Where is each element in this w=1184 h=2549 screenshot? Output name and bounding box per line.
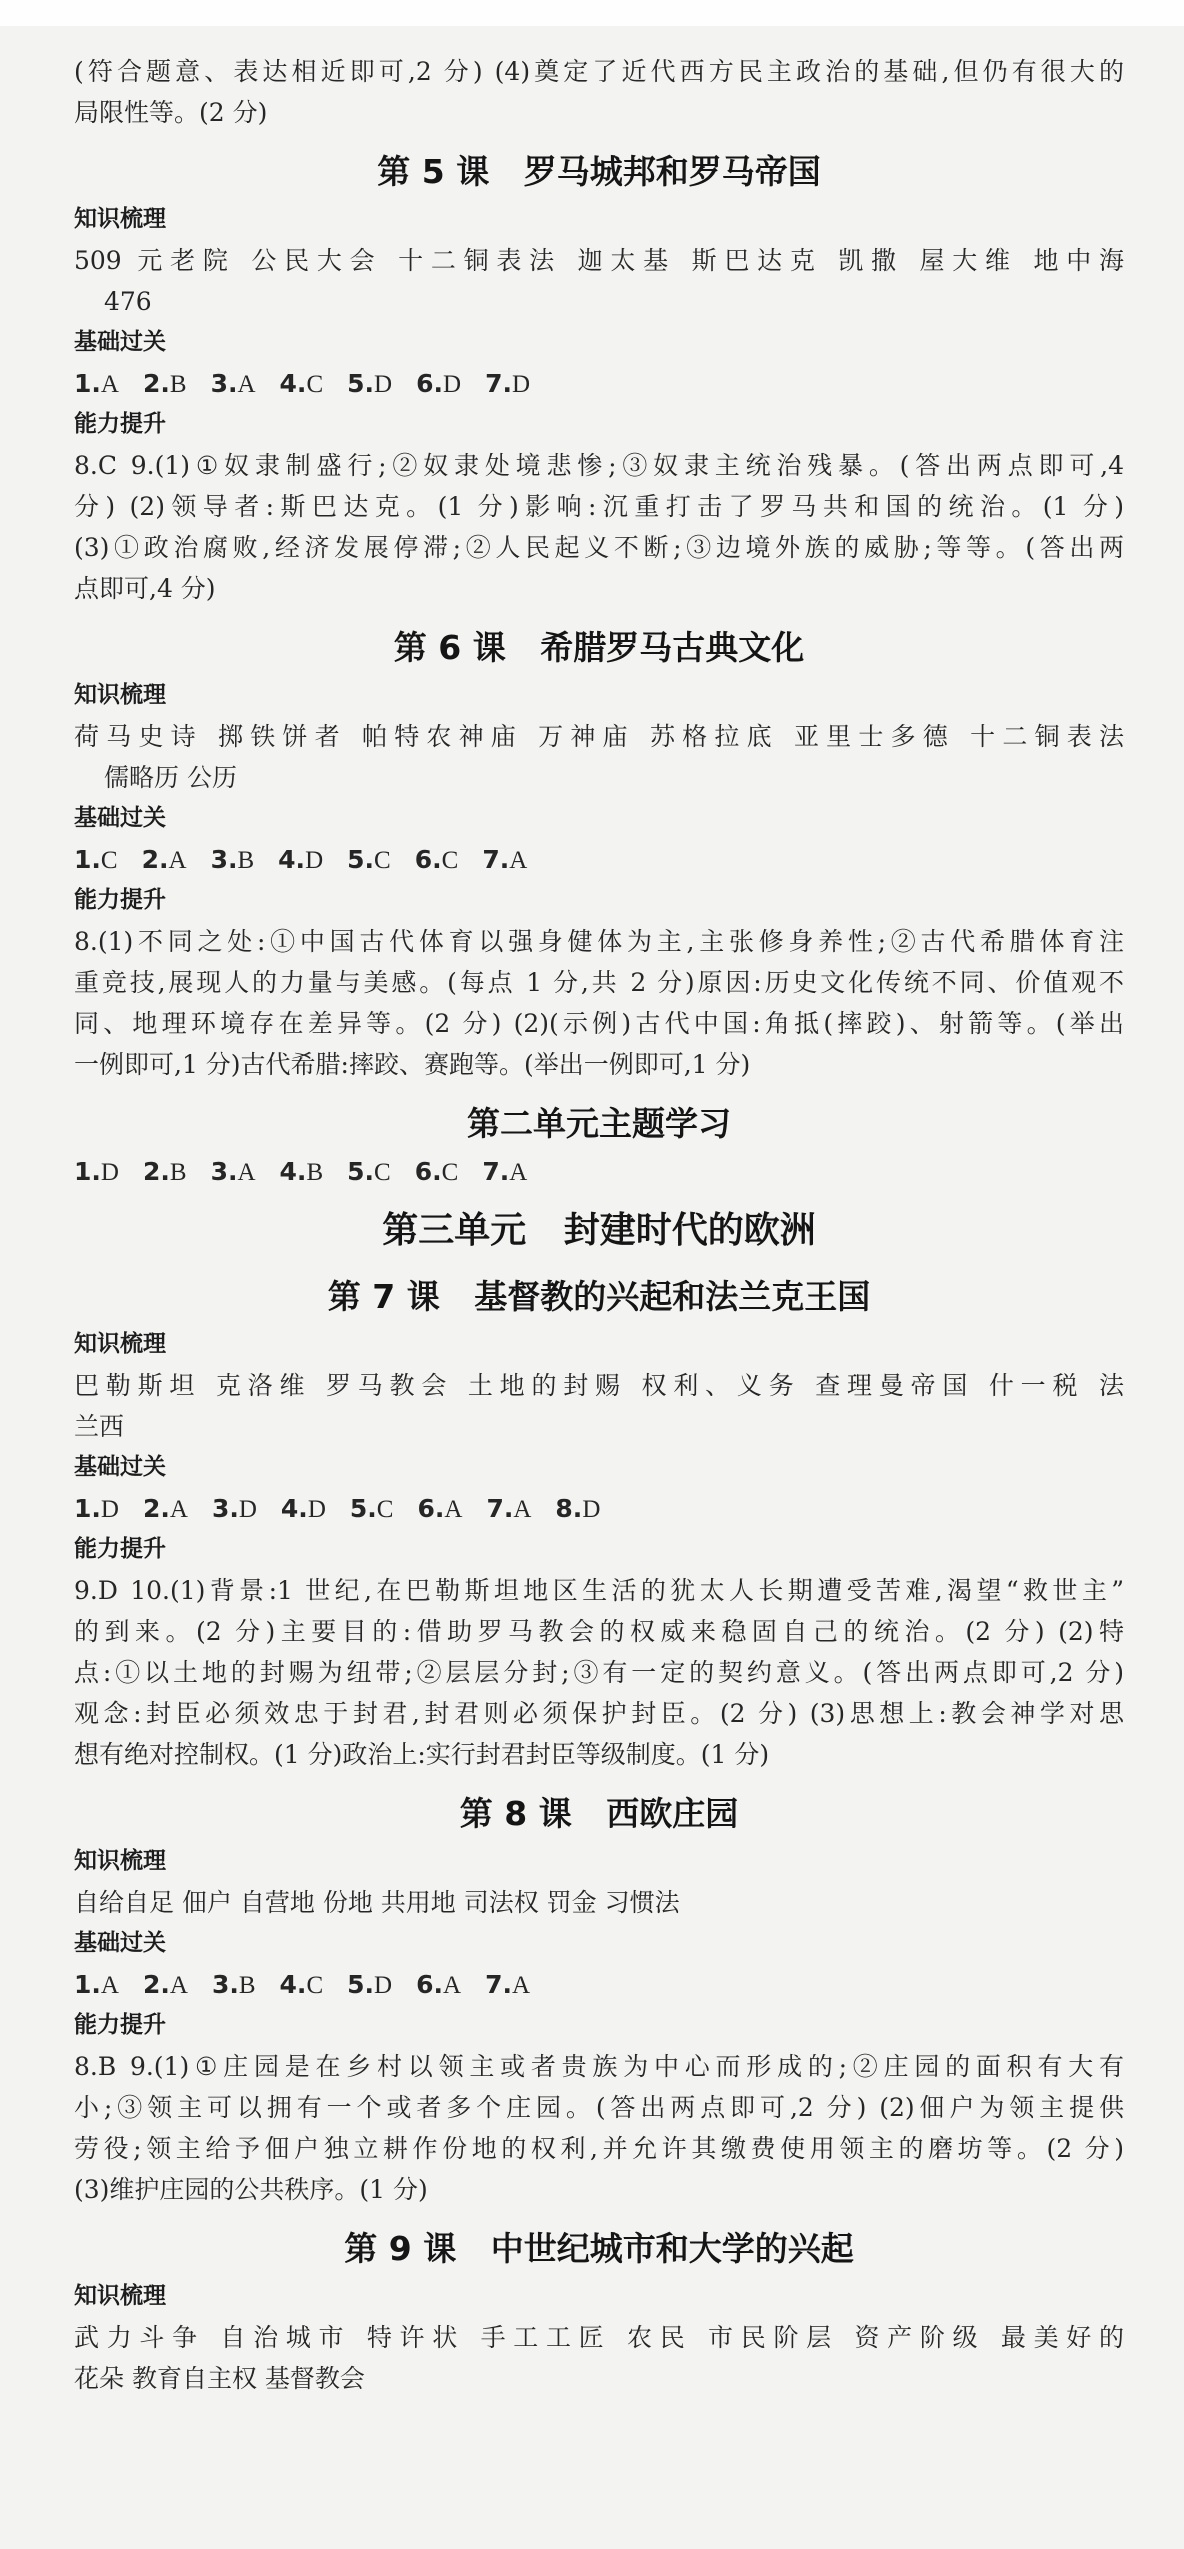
question-number: 5. (347, 369, 375, 398)
text-line: 小;③领主可以拥有一个或者多个庄园。(答出两点即可,2 分) (2)佃户为领主提供 (74, 2093, 1124, 2122)
question-number: 6. (417, 1494, 445, 1523)
answer-item (280, 1964, 324, 2006)
section-heading: 知识梳理 (74, 2283, 166, 2309)
answer-letter: A (100, 1972, 119, 1999)
answer-item (143, 1151, 187, 1193)
answer-item (415, 839, 459, 881)
answer-item (278, 839, 323, 881)
question-number: 6. (416, 1970, 443, 1999)
answer-item (212, 1964, 256, 2006)
answer-item (350, 1488, 394, 1530)
question-number: 2. (142, 1157, 170, 1186)
answer-item (74, 1151, 119, 1193)
lesson-title: 第 5 课 罗马城邦和罗马帝国 (377, 152, 821, 191)
question-number: 6. (414, 845, 442, 874)
text-line: 想有绝对控制权。(1 分)政治上:实行封君封臣等级制度。(1 分) (74, 1740, 770, 1769)
text-line: 重竞技,展现人的力量与美感。(每点 1 分,共 2 分)原因:历史文化传统不同、价值观不 (74, 968, 1124, 997)
text-line: 476 (104, 287, 152, 316)
answer-item (482, 839, 527, 881)
question-number: 5. (349, 1494, 377, 1523)
question-number: 1. (74, 369, 101, 398)
answer-letter: D (582, 1496, 601, 1523)
text-line: (符合题意、表达相近即可,2 分) (4)奠定了近代西方民主政治的基础,但仍有很大的 (74, 57, 1124, 86)
text-line: 荷马史诗 掷铁饼者 帕特农神庙 万神庙 苏格拉底 亚里士多德 十二铜表法 (74, 722, 1124, 751)
question-number: 3. (210, 369, 238, 398)
answer-item (74, 839, 118, 881)
answer-item (74, 1488, 119, 1530)
answer-letter: B (237, 847, 255, 874)
answer-list (74, 1151, 1124, 1192)
answer-item (485, 1964, 530, 2006)
question-number: 3. (210, 1157, 238, 1186)
question-number: 3. (211, 1970, 239, 1999)
answer-item (211, 1151, 256, 1193)
question-number: 1. (74, 1494, 101, 1523)
text-line: 8.(1)不同之处:①中国古代体育以强身健体为主,主张修身养性;②古代希腊体育注 (74, 927, 1124, 956)
section-heading: 知识梳理 (74, 1848, 166, 1874)
text-line: 儒略历 公历 (104, 763, 237, 792)
answer-letter: C (306, 371, 324, 398)
question-number: 7. (486, 1494, 514, 1523)
answer-item (211, 839, 255, 881)
question-number: 4. (278, 845, 306, 874)
text-line: 509 元老院 公民大会 十二铜表法 迦太基 斯巴达克 凯撒 屋大维 地中海 (74, 246, 1124, 275)
answer-letter: D (374, 1972, 393, 1999)
text-line: 8.B 9.(1)①庄园是在乡村以领主或者贵族为中心而形成的;②庄园的面积有大有 (74, 2052, 1124, 2081)
answer-letter: D (238, 1496, 257, 1523)
answer-list (74, 363, 1124, 404)
answer-list (74, 1488, 1124, 1529)
answer-letter: D (374, 371, 393, 398)
section-heading: 基础过关 (74, 1930, 166, 1956)
lesson-title: 第 8 课 西欧庄园 (459, 1794, 739, 1833)
question-number: 3. (210, 845, 238, 874)
question-number: 5. (347, 845, 375, 874)
answer-item (142, 839, 187, 881)
answer-letter: A (513, 1496, 532, 1523)
answer-letter: A (237, 371, 256, 398)
lesson-title: 第 7 课 基督教的兴起和法兰克王国 (327, 1277, 871, 1316)
answer-item (211, 363, 256, 405)
answer-letter: B (169, 1159, 187, 1186)
answer-item (280, 363, 324, 405)
question-number: 2. (142, 369, 170, 398)
answer-item (143, 1488, 188, 1530)
answer-letter: B (169, 371, 187, 398)
answer-letter: B (238, 1972, 256, 1999)
text-line: 点即可,4 分) (74, 574, 216, 603)
text-line: (3)①政治腐败,经济发展停滞;②人民起义不断;③边境外族的威胁;等等。(答出两 (74, 533, 1124, 562)
answer-key-page (74, 51, 1124, 2399)
answer-letter: D (307, 1496, 326, 1523)
text-line: 同、地理环境存在差异等。(2 分) (2)(示例)古代中国:角抵(摔跤)、射箭等。(举出 (74, 1009, 1124, 1038)
answer-item (555, 1488, 600, 1530)
answer-letter: C (306, 1972, 324, 1999)
answer-item (74, 1964, 119, 2006)
section-heading: 能力提升 (74, 1536, 166, 1562)
question-number: 7. (485, 369, 512, 398)
answer-item (74, 363, 119, 405)
lesson-title: 第 9 课 中世纪城市和大学的兴起 (344, 2229, 854, 2268)
answer-list (74, 1964, 1124, 2005)
answer-letter: A (509, 847, 528, 874)
text-line: 8.C 9.(1)①奴隶制盛行;②奴隶处境悲惨;③奴隶主统治残暴。(答出两点即可,4 (74, 451, 1124, 480)
text-line: 自给自足 佃户 自营地 份地 共用地 司法权 罚金 习惯法 (74, 1888, 680, 1917)
answer-item (280, 1151, 324, 1193)
text-line: 点:①以土地的封赐为纽带;②层层分封;③有一定的契约意义。(答出两点即可,2 分) (74, 1658, 1124, 1687)
answer-item (485, 363, 530, 405)
question-number: 7. (482, 845, 510, 874)
answer-item (281, 1488, 326, 1530)
question-number: 4. (280, 1494, 308, 1523)
section-heading: 知识梳理 (74, 1331, 166, 1357)
question-number: 2. (142, 1494, 170, 1523)
answer-item (347, 839, 391, 881)
answer-letter: C (376, 1496, 394, 1523)
answer-letter: A (100, 371, 119, 398)
answer-letter: A (169, 1496, 188, 1523)
answer-letter: D (511, 371, 531, 398)
question-number: 7. (482, 1157, 510, 1186)
text-line: 武力斗争 自治城市 特许状 手工工匠 农民 市民阶层 资产阶级 最美好的 (74, 2323, 1124, 2352)
section-heading: 基础过关 (74, 329, 166, 355)
question-number: 1. (74, 1970, 101, 1999)
lesson-title: 第二单元主题学习 (467, 1104, 731, 1143)
text-line: 花朵 教育自主权 基督教会 (74, 2364, 365, 2393)
section-heading: 基础过关 (74, 1454, 166, 1480)
answer-item (482, 1151, 527, 1193)
question-number: 2. (142, 1970, 170, 1999)
question-number: 5. (347, 1970, 375, 1999)
text-line: 9.D 10.(1)背景:1 世纪,在巴勒斯坦地区生活的犹太人长期遭受苦难,渴望“救世主” (74, 1576, 1124, 1605)
question-number: 5. (347, 1157, 375, 1186)
text-line: 观念:封臣必须效忠于封君,封君则必须保护封臣。(2 分) (3)思想上:教会神学对思 (74, 1699, 1124, 1728)
unit-title: 第三单元 封建时代的欧洲 (382, 1210, 816, 1251)
lesson-title: 第 6 课 希腊罗马古典文化 (393, 628, 805, 667)
answer-item (347, 1964, 392, 2006)
question-number: 2. (141, 845, 169, 874)
answer-item (416, 363, 461, 405)
answer-letter: A (168, 847, 187, 874)
answer-item (212, 1488, 257, 1530)
question-number: 1. (74, 1157, 101, 1186)
answer-letter: C (441, 847, 459, 874)
answer-list (74, 839, 1124, 880)
answer-letter: D (443, 371, 462, 398)
text-line: 的到来。(2 分)主要目的:借助罗马教会的权威来稳固自己的统治。(2 分) (2)特 (74, 1617, 1124, 1646)
answer-letter: A (169, 1972, 188, 1999)
section-heading: 能力提升 (74, 411, 166, 437)
text-line: 局限性等。(2 分) (74, 98, 268, 127)
answer-letter: A (237, 1159, 256, 1186)
text-line: 兰西 (74, 1412, 125, 1441)
answer-letter: D (100, 1496, 119, 1523)
answer-item (417, 1488, 462, 1530)
answer-letter: B (306, 1159, 324, 1186)
top-margin-band (0, 0, 1184, 26)
answer-item (143, 363, 187, 405)
text-line: (3)维护庄园的公共秩序。(1 分) (74, 2175, 428, 2204)
answer-letter: A (511, 1972, 531, 1999)
answer-item (143, 1964, 188, 2006)
answer-letter: A (444, 1496, 463, 1523)
section-heading: 能力提升 (74, 887, 166, 913)
text-line: 巴勒斯坦 克洛维 罗马教会 土地的封赐 权利、义务 查理曼帝国 什一税 法 (74, 1371, 1124, 1400)
section-heading: 能力提升 (74, 2012, 166, 2038)
answer-letter: C (441, 1159, 459, 1186)
answer-letter: A (509, 1159, 528, 1186)
question-number: 6. (414, 1157, 442, 1186)
question-number: 7. (485, 1970, 512, 1999)
answer-letter: D (305, 847, 324, 874)
answer-letter: C (374, 847, 391, 874)
question-number: 4. (279, 1157, 307, 1186)
answer-letter: A (443, 1972, 462, 1999)
answer-letter: C (374, 1159, 391, 1186)
answer-item (347, 1151, 391, 1193)
question-number: 8. (555, 1494, 583, 1523)
question-number: 3. (211, 1494, 239, 1523)
text-line: 劳役;领主给予佃户独立耕作份地的权利,并允许其缴费使用领主的磨坊等。(2 分) (74, 2134, 1124, 2163)
text-line: 一例即可,1 分)古代希腊:摔跤、赛跑等。(举出一例即可,1 分) (74, 1050, 751, 1079)
question-number: 4. (279, 1970, 307, 1999)
question-number: 4. (279, 369, 307, 398)
section-heading: 知识梳理 (74, 206, 166, 232)
question-number: 6. (416, 369, 443, 398)
question-number: 1. (74, 845, 101, 874)
section-heading: 基础过关 (74, 805, 166, 831)
answer-item (416, 1964, 461, 2006)
answer-item (415, 1151, 459, 1193)
answer-letter: D (100, 1159, 119, 1186)
section-heading: 知识梳理 (74, 682, 166, 708)
answer-item (486, 1488, 531, 1530)
text-line: 分) (2)领导者:斯巴达克。(1 分)影响:沉重打击了罗马共和国的统治。(1 分) (74, 492, 1124, 521)
answer-letter: C (100, 847, 118, 874)
answer-item (347, 363, 392, 405)
